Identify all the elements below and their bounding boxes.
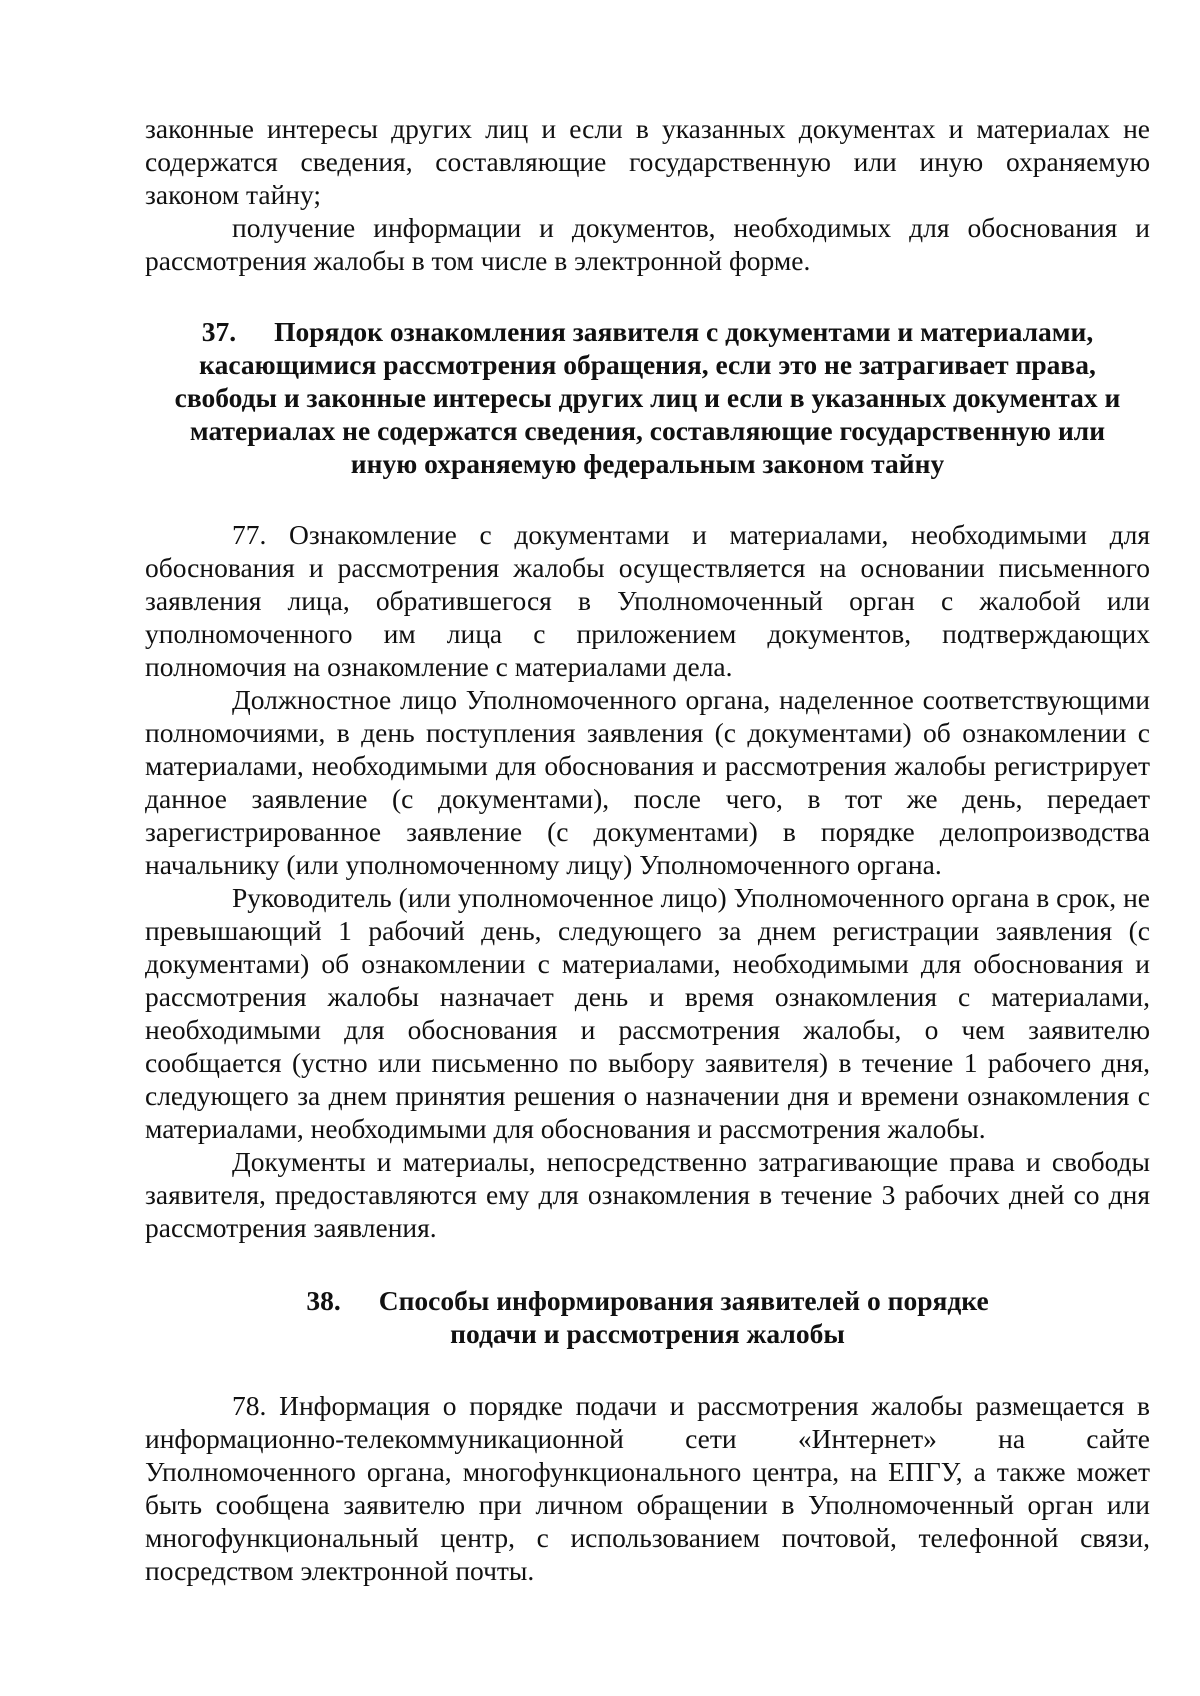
section-38-heading [145, 1284, 1150, 1350]
section-37-number: 37. [201, 316, 237, 347]
document-page [145, 112, 1150, 1587]
paragraph-78: 78. Информация о порядке подачи и рассмотрения жалобы размещается в информационно-телекоммуникационной сети «Интернет» на сайте Уполномоченного органа, многофункционального центра, на ЕПГУ, а также может быть сообщена заявителю при личном обращении в Уполномоченный орган или многофункциональный центр, с использованием почтовой, телефонной связи, посредством электронной почты. [145, 1390, 1150, 1586]
section-38-number: 38. [306, 1285, 341, 1316]
paragraph-electronic-form: получение информации и документов, необходимых для обоснования и рассмотрения жалобы в том числе в электронной форме. [145, 212, 1150, 276]
paragraph-official-registers: Должностное лицо Уполномоченного органа, наделенное соответствующими полномочиями, в день поступления заявления (с документами) об ознакомлении с материалами, необходимыми для обоснования и рассмотрения жалобы регистрирует данное заявление (с документами), после чего, в тот же день, передает зарегистрированное заявление (с документами) в порядке делопроизводства начальнику (или уполномоченному лицу) Уполномоченного органа. [145, 684, 1150, 880]
paragraph-77: 77. Ознакомление с документами и материалами, необходимыми для обоснования и рассмотрения жалобы осуществляется на основании письменного заявления лица, обратившегося в Уполномоченный орган с жалобой или уполномоченного им лица с приложением документов, подтверждающих полномочия на ознакомление с материалами дела. [145, 519, 1150, 682]
section-37-heading [145, 315, 1150, 480]
section-37-title: Порядок ознакомления заявителя с документами и материалами, касающимися рассмотрения обращения, если это не затрагивает права, свободы и законные интересы других лиц и если в указанных документах и материалах не содержатся сведения, составляющие государственную или иную охраняемую федеральным законом тайну [174, 316, 1121, 479]
paragraph-head-appoints: Руководитель (или уполномоченное лицо) Уполномоченного органа в срок, не превышающий 1 рабочий день, следующего за днем регистрации заявления (с документами) об ознакомлении с материалами, необходимыми для обоснования и рассмотрения жалобы назначает день и время ознакомления с материалами, необходимыми для обоснования и рассмотрения жалобы, о чем заявителю сообщается (устно или письменно по выбору заявителя) в течение 1 рабочего дня, следующего за днем принятия решения о назначении дня и времени ознакомления с материалами, необходимыми для обоснования и рассмотрения жалобы. [145, 882, 1150, 1144]
paragraph-documents-provided: Документы и материалы, непосредственно затрагивающие права и свободы заявителя, предоставляются ему для ознакомления в течение 3 рабочих дней со дня рассмотрения заявления. [145, 1146, 1150, 1243]
paragraph-continuation: законные интересы других лиц и если в указанных документах и материалах не содержатся сведения, составляющие государственную или иную охраняемую законом тайну; [145, 113, 1150, 210]
section-38-title: Способы информирования заявителей о порядке подачи и рассмотрения жалобы [378, 1285, 989, 1349]
